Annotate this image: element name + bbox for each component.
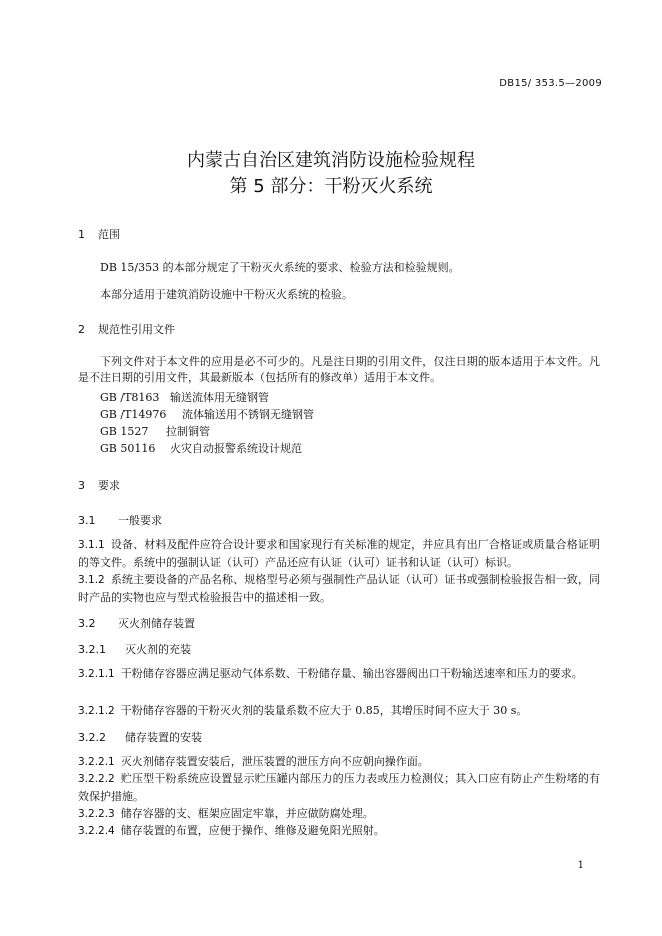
page-number: 1 (577, 860, 584, 871)
section-title: 范围 (98, 228, 120, 241)
subsection-number: 3.2.1 (78, 643, 106, 656)
references-intro-paragraph: 下列文件对于本文件的应用是必不可少的。凡是注日期的引用文件，仅注日期的版本适用于本文件。凡是不注日期的引用文件，其最新版本（包括所有的修改单）适用于本文件。 (78, 355, 600, 384)
clause-number: 3.1.2 (78, 574, 105, 586)
section-3-heading (78, 477, 120, 493)
subsection-3-1-heading (78, 512, 162, 528)
subsection-3-2-2-heading (78, 729, 202, 745)
reference-item (100, 424, 210, 440)
clause-text: 设备、材料及配件应符合设计要求和国家现行有关标准的规定，并应具有出厂合格证或质量合格证明的等文件。系统中的强制认证（认可）产品还应有认证（认可）证书和认证（认可）标识。 (78, 538, 600, 569)
clause-text: 贮压型干粉系统应设置显示贮压罐内部压力的压力表或压力检测仪；其入口应有防止产生粉堵的有效保护措施。 (78, 772, 600, 803)
subsection-title: 灭火剂储存装置 (118, 617, 195, 630)
clause-3-2-2-4 (78, 822, 600, 840)
clause-number: 3.2.2.1 (78, 756, 115, 768)
section-number: 3 (78, 479, 85, 492)
subsection-number: 3.1 (78, 514, 96, 527)
subsection-title: 一般要求 (118, 514, 162, 527)
clause-number: 3.2.2.2 (78, 773, 115, 785)
clause-3-2-1-2 (78, 702, 600, 720)
clause-text: 储存装置的布置，应便于操作、维修及避免阳光照射。 (120, 824, 385, 837)
clause-text: 干粉储存容器应满足驱动气体系数、干粉储存量、输出容器阀出口干粉输送速率和压力的要求。 (120, 667, 583, 680)
reference-name: 输送流体用无缝钢管 (170, 391, 269, 404)
reference-name: 流体输送用不锈钢无缝钢管 (182, 408, 314, 421)
clause-text: 干粉储存容器的干粉灭火剂的装量系数不应大于 0.85，其增压时间不应大于 30 s。 (120, 704, 528, 717)
reference-item (100, 407, 314, 423)
clause-3-2-2-1 (78, 753, 600, 771)
section-1-heading (78, 226, 120, 242)
reference-name: 火灾自动报警系统设计规范 (170, 442, 302, 455)
clause-text: 灭火剂储存装置安装后，泄压装置的泄压方向不应朝向操作面。 (120, 755, 429, 768)
clause-text: 储存容器的支、框架应固定牢靠，并应做防腐处理。 (120, 807, 374, 820)
subsection-title: 灭火剂的充装 (125, 643, 191, 656)
clause-number: 3.2.2.4 (78, 825, 115, 837)
document-code: DB15/ 353.5—2009 (499, 78, 602, 89)
reference-code: GB /T8163 (100, 391, 160, 404)
section-number: 2 (78, 323, 85, 336)
section-title: 要求 (98, 479, 120, 492)
reference-code: GB 50116 (100, 442, 156, 455)
section-number: 1 (78, 228, 85, 241)
subsection-number: 3.2.2 (78, 731, 106, 744)
reference-code: GB /T14976 (100, 408, 167, 421)
subsection-title: 储存装置的安装 (125, 731, 202, 744)
reference-item (100, 390, 269, 406)
document-subtitle: 第 5 部分：干粉灭火系统 (229, 176, 433, 197)
reference-item (100, 441, 302, 457)
clause-3-2-2-3 (78, 805, 600, 823)
reference-code: GB 1527 (100, 425, 149, 438)
scope-paragraph-2: 本部分适用于建筑消防设施中干粉灭火系统的检验。 (100, 288, 353, 301)
clause-3-1-1 (78, 536, 600, 571)
clause-number: 3.2.2.3 (78, 808, 115, 820)
subsection-number: 3.2 (78, 617, 96, 630)
scope-paragraph-1: DB 15/353 的本部分规定了干粉灭火系统的要求、检验方法和检验规则。 (100, 261, 460, 274)
clause-3-2-2-2 (78, 770, 600, 805)
section-2-heading (78, 321, 175, 337)
section-title: 规范性引用文件 (98, 323, 175, 336)
clause-number: 3.2.1.1 (78, 668, 115, 680)
clause-3-2-1-1 (78, 665, 600, 683)
clause-number: 3.1.1 (78, 539, 105, 551)
subsection-3-2-1-heading (78, 641, 191, 657)
clause-3-1-2 (78, 571, 600, 606)
subsection-3-2-heading (78, 615, 195, 631)
clause-number: 3.2.1.2 (78, 705, 115, 717)
clause-text: 系统主要设备的产品名称、规格型号必须与强制性产品认证（认可）证书或强制检验报告相一致，同时产品的实物也应与型式检验报告中的描述相一致。 (78, 573, 600, 604)
reference-name: 拉制铜管 (166, 425, 210, 438)
document-title: 内蒙古自治区建筑消防设施检验规程 (187, 150, 475, 171)
